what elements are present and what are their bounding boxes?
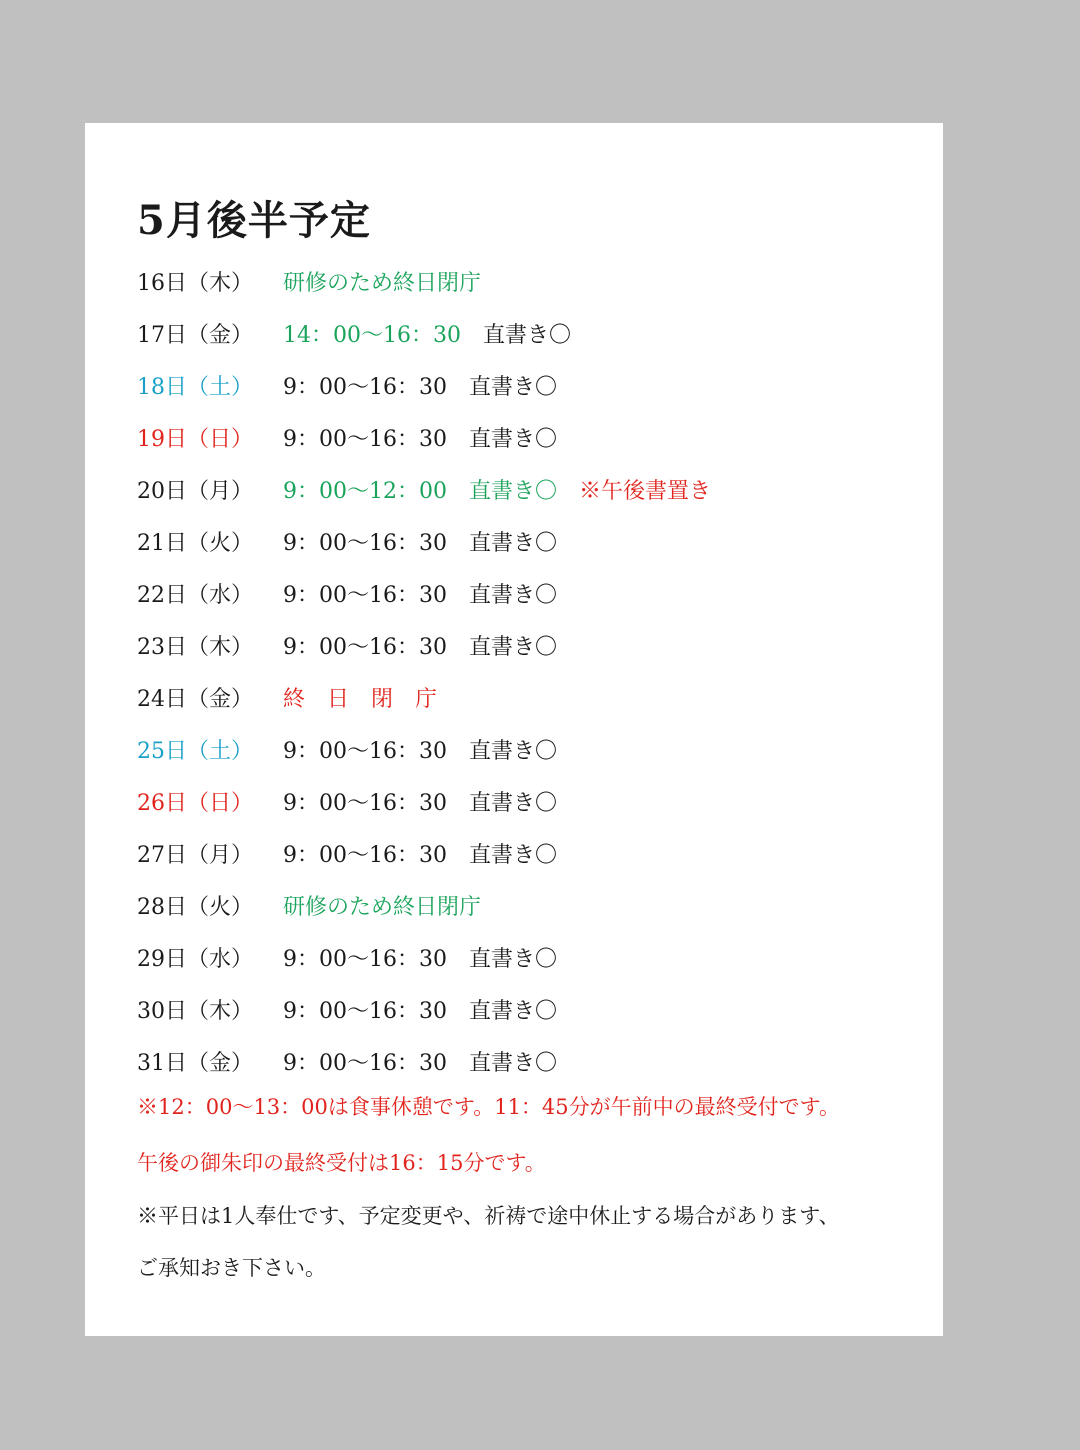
schedule-date: 23日（木） <box>137 634 253 660</box>
schedule-row <box>137 255 927 307</box>
schedule-row <box>137 567 927 619</box>
schedule-date: 28日（火） <box>137 894 253 920</box>
schedule-date: 26日（日） <box>137 790 253 816</box>
schedule-row <box>137 983 927 1035</box>
schedule-detail: 直書き〇 <box>482 322 571 348</box>
schedule-row <box>137 671 927 723</box>
schedule-detail: 直書き〇 <box>468 582 557 608</box>
schedule-date: 16日（木） <box>137 270 253 296</box>
schedule-row <box>137 723 927 775</box>
schedule-detail: 直書き〇 <box>468 426 557 452</box>
schedule-date: 24日（金） <box>137 686 253 712</box>
schedule-detail: 終日閉庁 <box>283 686 460 712</box>
schedule-detail: 直書き〇 <box>468 790 557 816</box>
schedule-detail: ※午後書置き <box>579 478 712 504</box>
schedule-detail: 9：00〜16：30 <box>283 1050 447 1076</box>
schedule-detail: 14：00〜16：30 <box>283 322 461 348</box>
schedule-row <box>137 359 927 411</box>
schedule-date: 30日（木） <box>137 998 253 1024</box>
schedule-detail: 研修のため終日閉庁 <box>283 894 482 920</box>
schedule-date: 25日（土） <box>137 738 253 764</box>
schedule-detail: 9：00〜16：30 <box>283 582 447 608</box>
schedule-list <box>137 255 927 1087</box>
schedule-row <box>137 307 927 359</box>
schedule-row <box>137 931 927 983</box>
schedule-row <box>137 411 927 463</box>
schedule-detail: 9：00〜16：30 <box>283 842 447 868</box>
schedule-date: 19日（日） <box>137 426 253 452</box>
note-acknowledge: ご承知おき下さい。 <box>137 1256 326 1280</box>
schedule-detail: 研修のため終日閉庁 <box>283 270 482 296</box>
schedule-detail: 9：00〜16：30 <box>283 998 447 1024</box>
schedule-detail: 9：00〜16：30 <box>283 374 447 400</box>
schedule-row <box>137 775 927 827</box>
schedule-row <box>137 1035 927 1087</box>
schedule-date: 18日（土） <box>137 374 253 400</box>
schedule-detail: 直書き〇 <box>468 634 557 660</box>
schedule-detail: 直書き〇 <box>468 998 557 1024</box>
note-afternoon-deadline: 午後の御朱印の最終受付は16：15分です。 <box>137 1151 546 1175</box>
schedule-detail: 9：00〜16：30 <box>283 790 447 816</box>
schedule-detail: 直書き〇 <box>468 1050 557 1076</box>
schedule-detail: 直書き〇 <box>468 374 557 400</box>
schedule-row <box>137 463 927 515</box>
schedule-date: 21日（火） <box>137 530 253 556</box>
note-lunch-break: ※12：00〜13：00は食事休憩です。11：45分が午前中の最終受付です。 <box>137 1095 840 1119</box>
schedule-date: 27日（月） <box>137 842 253 868</box>
schedule-row <box>137 515 927 567</box>
schedule-row <box>137 827 927 879</box>
schedule-detail: 直書き〇 <box>468 530 557 556</box>
schedule-detail: 9：00〜16：30 <box>283 946 447 972</box>
schedule-detail: 直書き〇 <box>468 946 557 972</box>
schedule-detail: 直書き〇 <box>468 842 557 868</box>
notes-section <box>137 1085 927 1295</box>
note-weekday-staffing: ※平日は1人奉仕です、予定変更や、祈祷で途中休止する場合があります、 <box>137 1204 840 1228</box>
schedule-detail: 9：00〜16：30 <box>283 634 447 660</box>
schedule-row <box>137 619 927 671</box>
schedule-row <box>137 879 927 931</box>
page-title: 5月後半予定 <box>137 197 371 244</box>
schedule-date: 22日（水） <box>137 582 253 608</box>
schedule-date: 31日（金） <box>137 1050 253 1076</box>
schedule-detail: 直書き〇 <box>468 738 557 764</box>
schedule-detail: 直書き〇 <box>468 478 557 504</box>
schedule-detail: 9：00〜16：30 <box>283 426 447 452</box>
schedule-date: 29日（水） <box>137 946 253 972</box>
schedule-detail: 9：00〜16：30 <box>283 530 447 556</box>
schedule-date: 17日（金） <box>137 322 253 348</box>
schedule-document <box>85 123 943 1336</box>
schedule-detail: 9：00〜12：00 <box>283 478 447 504</box>
schedule-date: 20日（月） <box>137 478 253 504</box>
schedule-detail: 9：00〜16：30 <box>283 738 447 764</box>
